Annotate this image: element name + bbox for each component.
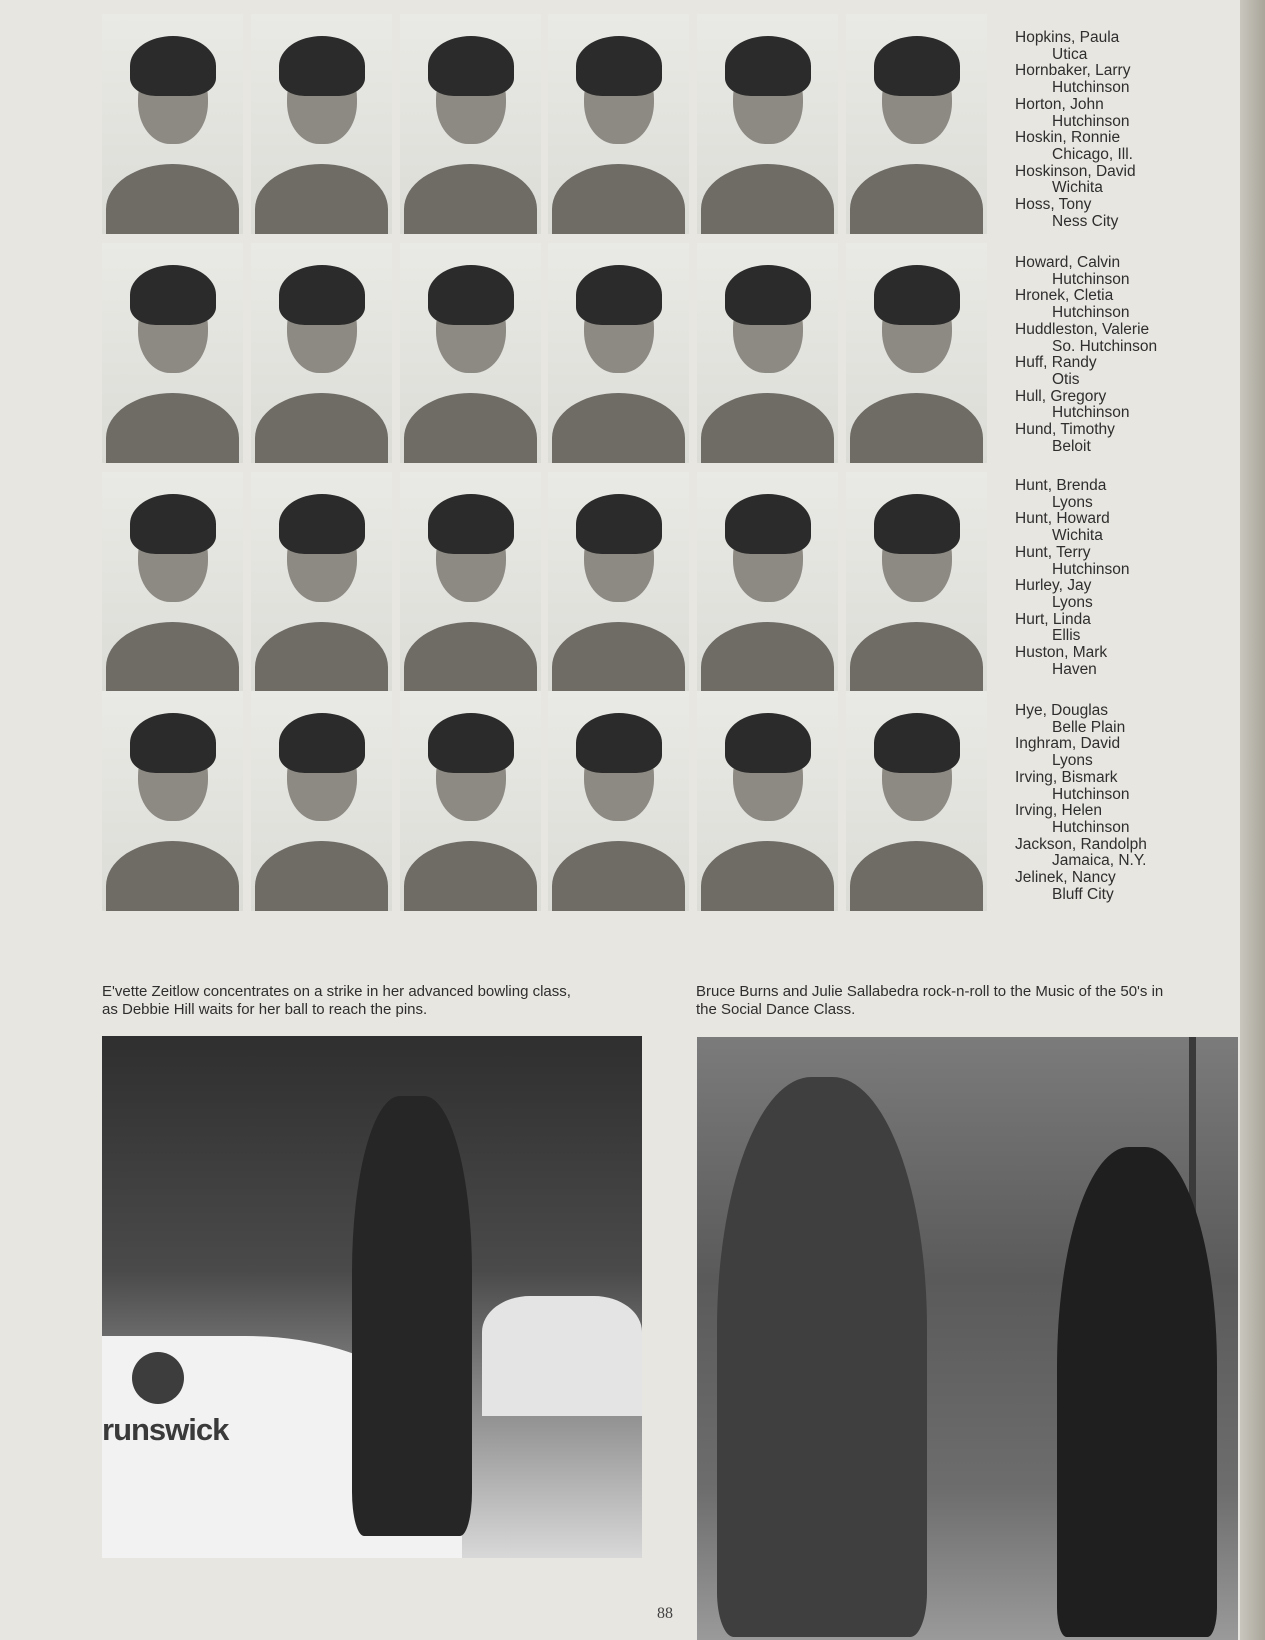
page-edge [1240,0,1265,1640]
student-name: Irving, Helen [1015,802,1103,820]
student-name: Inghram, David [1015,735,1121,753]
portrait-photo [251,243,392,463]
student-name: Hurley, Jay [1015,577,1092,595]
caption-bowling [102,983,662,1019]
student-name: Hornbaker, Larry [1015,62,1131,80]
brunswick-sign: runswick [102,1412,229,1447]
student-name: Hund, Timothy [1015,421,1115,439]
student-name: Horton, John [1015,95,1104,113]
student-town: Hutchinson [1052,112,1130,130]
page-number: 88 [657,1605,673,1622]
portrait-photo [846,243,987,463]
student-name: Jackson, Randolph [1015,835,1147,853]
brunswick-logo [132,1352,184,1404]
portrait-photo [846,691,987,911]
student-name: Hull, Gregory [1015,387,1107,405]
student-town: Wichita [1052,527,1103,545]
portrait-row [102,14,991,234]
student-town: Lyons [1052,493,1093,511]
portrait-photo [102,14,243,234]
student-town: Hutchinson [1052,404,1130,422]
portrait-photo [400,14,541,234]
portrait-photo [846,472,987,692]
caption-line: the Social Dance Class. [696,1001,856,1018]
portrait-photo [400,691,541,911]
name-list [1015,478,1235,678]
student-town: Utica [1052,45,1088,63]
student-name: Huston, Mark [1015,644,1108,662]
portrait-photo [102,243,243,463]
student-town: So. Hutchinson [1052,337,1158,355]
student-town: Hutchinson [1052,79,1130,97]
student-name: Hoskinson, David [1015,162,1136,180]
portrait-photo [400,472,541,692]
student-name: Hunt, Terry [1015,543,1091,561]
bowling-photo [102,1036,642,1558]
caption-dance [696,983,1241,1019]
caption-line: Bruce Burns and Julie Sallabedra rock-n-roll to the Music of the 50's in [696,983,1164,1000]
student-town: Hutchinson [1052,304,1130,322]
student-town: Belle Plain [1052,718,1126,736]
portrait-photo [697,243,838,463]
student-town: Ellis [1052,627,1081,645]
student-name: Hoskin, Ronnie [1015,129,1121,147]
name-list [1015,30,1235,230]
student-town: Chicago, Ill. [1052,145,1133,163]
portrait-photo [697,14,838,234]
name-list [1015,703,1235,903]
portrait-row [102,243,991,463]
portrait-photo [251,691,392,911]
portrait-photo [697,691,838,911]
name-list [1015,255,1235,455]
student-name: Hoss, Tony [1015,196,1092,214]
student-town: Hutchinson [1052,785,1130,803]
student-name: Howard, Calvin [1015,254,1121,271]
student-name: Hye, Douglas [1015,702,1109,719]
portrait-photo [548,243,689,463]
portrait-photo [548,14,689,234]
dance-photo [697,1037,1238,1640]
ball-return [482,1296,642,1416]
student-name: Hurt, Linda [1015,610,1091,628]
student-town: Hutchinson [1052,270,1130,288]
portrait-photo [400,243,541,463]
portrait-photo [548,691,689,911]
student-town: Lyons [1052,593,1093,611]
student-name: Huff, Randy [1015,354,1097,372]
student-name: Hunt, Howard [1015,510,1110,528]
student-town: Ness City [1052,212,1119,230]
student-name: Hronek, Cletia [1015,287,1114,305]
student-town: Hutchinson [1052,560,1130,578]
portrait-photo [251,14,392,234]
dancer-figure [1057,1147,1217,1637]
student-town: Wichita [1052,179,1103,197]
student-town: Beloit [1052,437,1091,455]
portrait-photo [697,472,838,692]
portrait-photo [102,472,243,692]
portrait-photo [846,14,987,234]
bowler-figure [352,1096,472,1536]
portrait-photo [548,472,689,692]
student-town: Haven [1052,660,1097,678]
portrait-row [102,691,991,911]
portrait-row [102,472,991,692]
student-name: Hopkins, Paula [1015,29,1120,46]
student-town: Bluff City [1052,885,1114,903]
student-town: Hutchinson [1052,818,1130,836]
student-name: Hunt, Brenda [1015,477,1107,494]
caption-line: E'vette Zeitlow concentrates on a strike in her advanced bowling class, [102,983,571,1000]
student-town: Otis [1052,370,1080,388]
dancer-figure [717,1077,927,1637]
portrait-photo [251,472,392,692]
caption-line: as Debbie Hill waits for her ball to reach the pins. [102,1001,428,1018]
student-town: Jamaica, N.Y. [1052,852,1147,870]
student-name: Irving, Bismark [1015,768,1118,786]
student-name: Jelinek, Nancy [1015,869,1116,887]
portrait-photo [102,691,243,911]
student-name: Huddleston, Valerie [1015,320,1150,338]
student-town: Lyons [1052,752,1093,770]
